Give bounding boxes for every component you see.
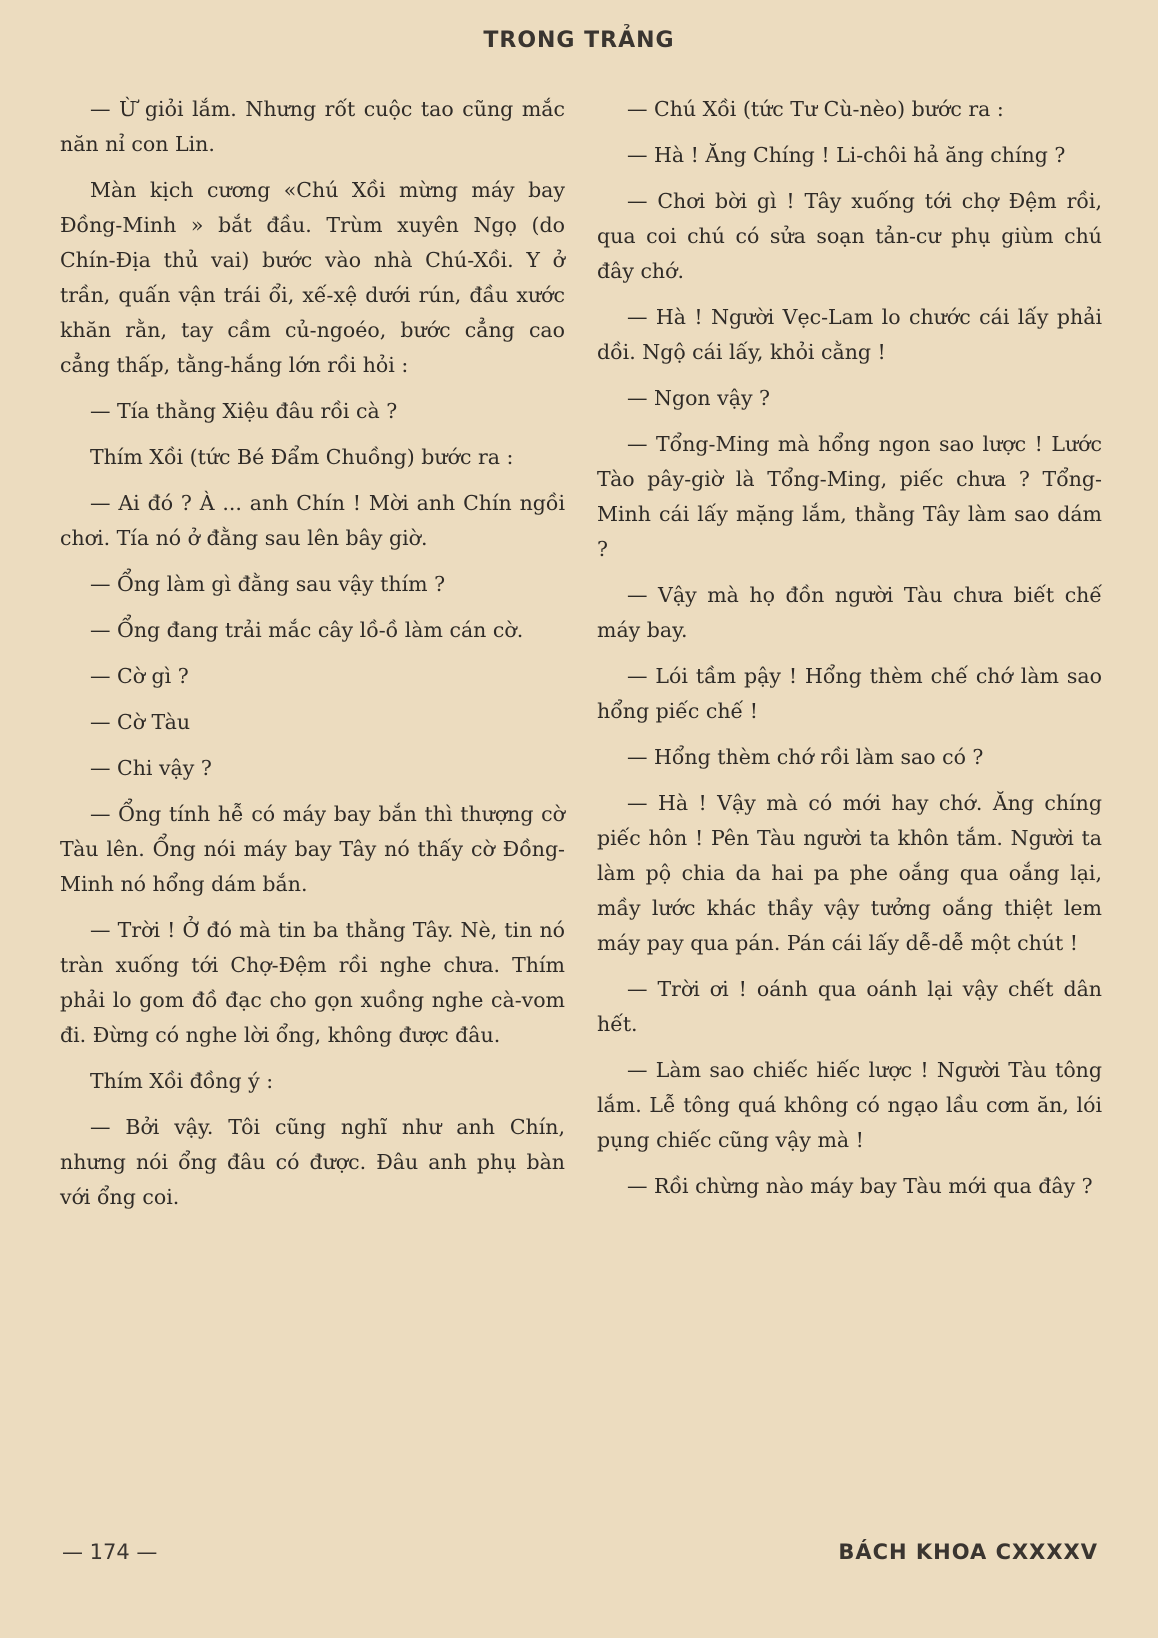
right-paragraph: — Trời ơi ! oánh qua oánh lại vậy chết dân hết. bbox=[597, 977, 1102, 1036]
left-paragraph: — Ai đó ? À ... anh Chín ! Mời anh Chín ngồi chơi. Tía nó ở đằng sau lên bây giờ. bbox=[60, 491, 565, 550]
right-paragraph: — Lói tầm pậy ! Hổng thèm chế chớ làm sao hổng piếc chế ! bbox=[597, 664, 1102, 723]
right-paragraph: — Ngon vậy ? bbox=[627, 386, 771, 410]
left-paragraph: — Ổng đang trải mắc cây lồ-ồ làm cán cờ. bbox=[90, 618, 524, 642]
right-paragraph: — Làm sao chiếc hiếc lược ! Người Tàu tông lắm. Lễ tông quá không có ngạo lầu cơm ăn, lói pụng chiếc cũng vậy mà ! bbox=[597, 1058, 1102, 1152]
running-title: TRONG TRẢNG bbox=[483, 28, 675, 53]
left-paragraph: Thím Xồi (tức Bé Đẩm Chuồng) bước ra : bbox=[90, 445, 514, 469]
left-paragraph: Thím Xồi đồng ý : bbox=[90, 1069, 274, 1093]
right-paragraph: — Vậy mà họ đồn người Tàu chưa biết chế máy bay. bbox=[597, 583, 1102, 642]
left-paragraph: — Cờ gì ? bbox=[90, 664, 189, 688]
page-number: — 174 — bbox=[62, 1540, 158, 1564]
right-paragraph: — Tổng-Ming mà hổng ngon sao lược ! Lước Tào pây-giờ là Tổng-Ming, piếc chưa ? Tổng-Minh cái lấy mặng lắm, thằng Tây làm sao dám ? bbox=[597, 432, 1102, 561]
right-paragraph: — Hà ! Ăng Chíng ! Li-chôi hả ăng chíng ? bbox=[627, 143, 1066, 167]
left-paragraph: — Trời ! Ở đó mà tin ba thằng Tây. Nè, tin nó tràn xuống tới Chợ-Đệm rồi nghe chưa. Thím phải lo gom đồ đạc cho gọn xuồng nghe cà-vom đi. Đừng có nghe lời ổng, không được đâu. bbox=[60, 918, 565, 1047]
left-paragraph: Màn kịch cương «Chú Xồi mừng máy bay Đồng-Minh » bắt đầu. Trùm xuyên Ngọ (do Chín-Địa thủ vai) bước vào nhà Chú-Xồi. Y ở trần, quấn vận trái ổi, xế-xệ dưới rún, đầu xước khăn rằn, tay cầm củ-ngoéo, bước cẳng cao cẳng thấp, tằng-hắng lớn rồi hỏi : bbox=[60, 178, 565, 377]
left-paragraph: — Bởi vậy. Tôi cũng nghĩ như anh Chín, nhưng nói ổng đâu có được. Đâu anh phụ bàn với ổng coi. bbox=[60, 1115, 565, 1209]
right-paragraph: — Chơi bời gì ! Tây xuống tới chợ Đệm rồi, qua coi chú có sửa soạn tản-cư phụ giùm chú đây chớ. bbox=[597, 189, 1102, 283]
left-paragraph: — Ổng làm gì đằng sau vậy thím ? bbox=[90, 572, 446, 596]
left-column bbox=[60, 92, 565, 1226]
left-paragraph: — Ổng tính hễ có máy bay bắn thì thượng cờ Tàu lên. Ổng nói máy bay Tây nó thấy cờ Đồng-Minh nó hổng dám bắn. bbox=[60, 802, 565, 896]
right-paragraph: — Rồi chừng nào máy bay Tàu mới qua đây ? bbox=[627, 1174, 1093, 1198]
left-paragraph: — Ừ giỏi lắm. Nhưng rốt cuộc tao cũng mắc năn nỉ con Lin. bbox=[60, 97, 565, 156]
left-paragraph: — Chi vậy ? bbox=[90, 756, 212, 780]
left-paragraph: — Cờ Tàu bbox=[90, 710, 191, 734]
left-paragraph: — Tía thằng Xiệu đâu rồi cà ? bbox=[90, 399, 398, 423]
right-paragraph: — Hổng thèm chớ rồi làm sao có ? bbox=[627, 745, 984, 769]
right-paragraph: — Hà ! Vậy mà có mới hay chớ. Ăng chíng piếc hôn ! Pên Tàu người ta khôn tắm. Người ta làm pộ chia da hai pa phe oắng qua oắng lại, mầy lước khác thầy vậy tưởng oắng thiệt lem máy pay qua pán. Pán cái lấy dễ-dễ một chút ! bbox=[597, 791, 1102, 955]
right-column bbox=[597, 92, 1102, 1215]
right-paragraph: — Hà ! Người Vẹc-Lam lo chước cái lấy phải dồi. Ngộ cái lấy, khỏi cằng ! bbox=[597, 305, 1102, 364]
right-paragraph: — Chú Xồi (tức Tư Cù-nèo) bước ra : bbox=[627, 97, 1004, 121]
magazine-issue: BÁCH KHOA CXXXXV bbox=[838, 1540, 1098, 1564]
